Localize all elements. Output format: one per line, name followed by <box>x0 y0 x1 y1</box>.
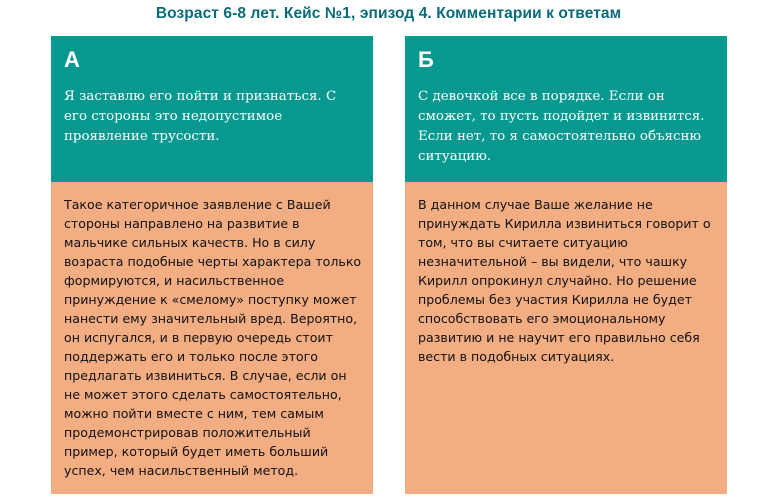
card-a-comment-text: Такое категоричное заявление с Вашей стороны направлено на развитие в мальчике сильных качеств. Но в силу возраста подобные черты характера только формируются, и насильственное принуждение к «смелому» поступку может нанести ему значительный вред. Вероятно, он испугался, и в первую очередь стоит поддержать его и только после этого предлагать извиниться. В случае, если он не может этого сделать самостоятельно, можно пойти вместе с ним, тем самым продемонстрировав положительный пример, который будет иметь больший успех, чем насильственный метод. <box>64 197 362 478</box>
card-b-comment-panel <box>405 182 727 494</box>
card-a-letter: А <box>64 47 80 72</box>
card-b-header <box>405 36 727 182</box>
card-b-comment-text: В данном случае Ваше желание не принуждать Кирилла извиниться говорит о том, что вы считаете ситуацию незначительной – вы видели, что чашку Кирилл опрокинул случайно. Но решение проблемы без участия Кирилла не будет способствовать его эмоциональному развитию и не научит его правильно себя вести в подобных ситуациях. <box>418 197 711 364</box>
card-a-header <box>51 36 373 182</box>
answer-card-a <box>51 36 373 494</box>
answer-card-b <box>405 36 727 494</box>
card-b-answer-text: С девочкой все в порядке. Если он сможет, то пусть подойдет и извинится. Если нет, то я самостоятельно объясню ситуацию. <box>418 89 705 164</box>
page-title: Возраст 6-8 лет. Кейс №1, эпизод 4. Комментарии к ответам <box>155 5 622 22</box>
card-a-answer-text: Я заставлю его пойти и признаться. С его стороны это недопустимое проявление трусости. <box>64 89 337 144</box>
card-a-comment-panel <box>51 182 373 494</box>
card-b-letter: Б <box>418 47 434 72</box>
